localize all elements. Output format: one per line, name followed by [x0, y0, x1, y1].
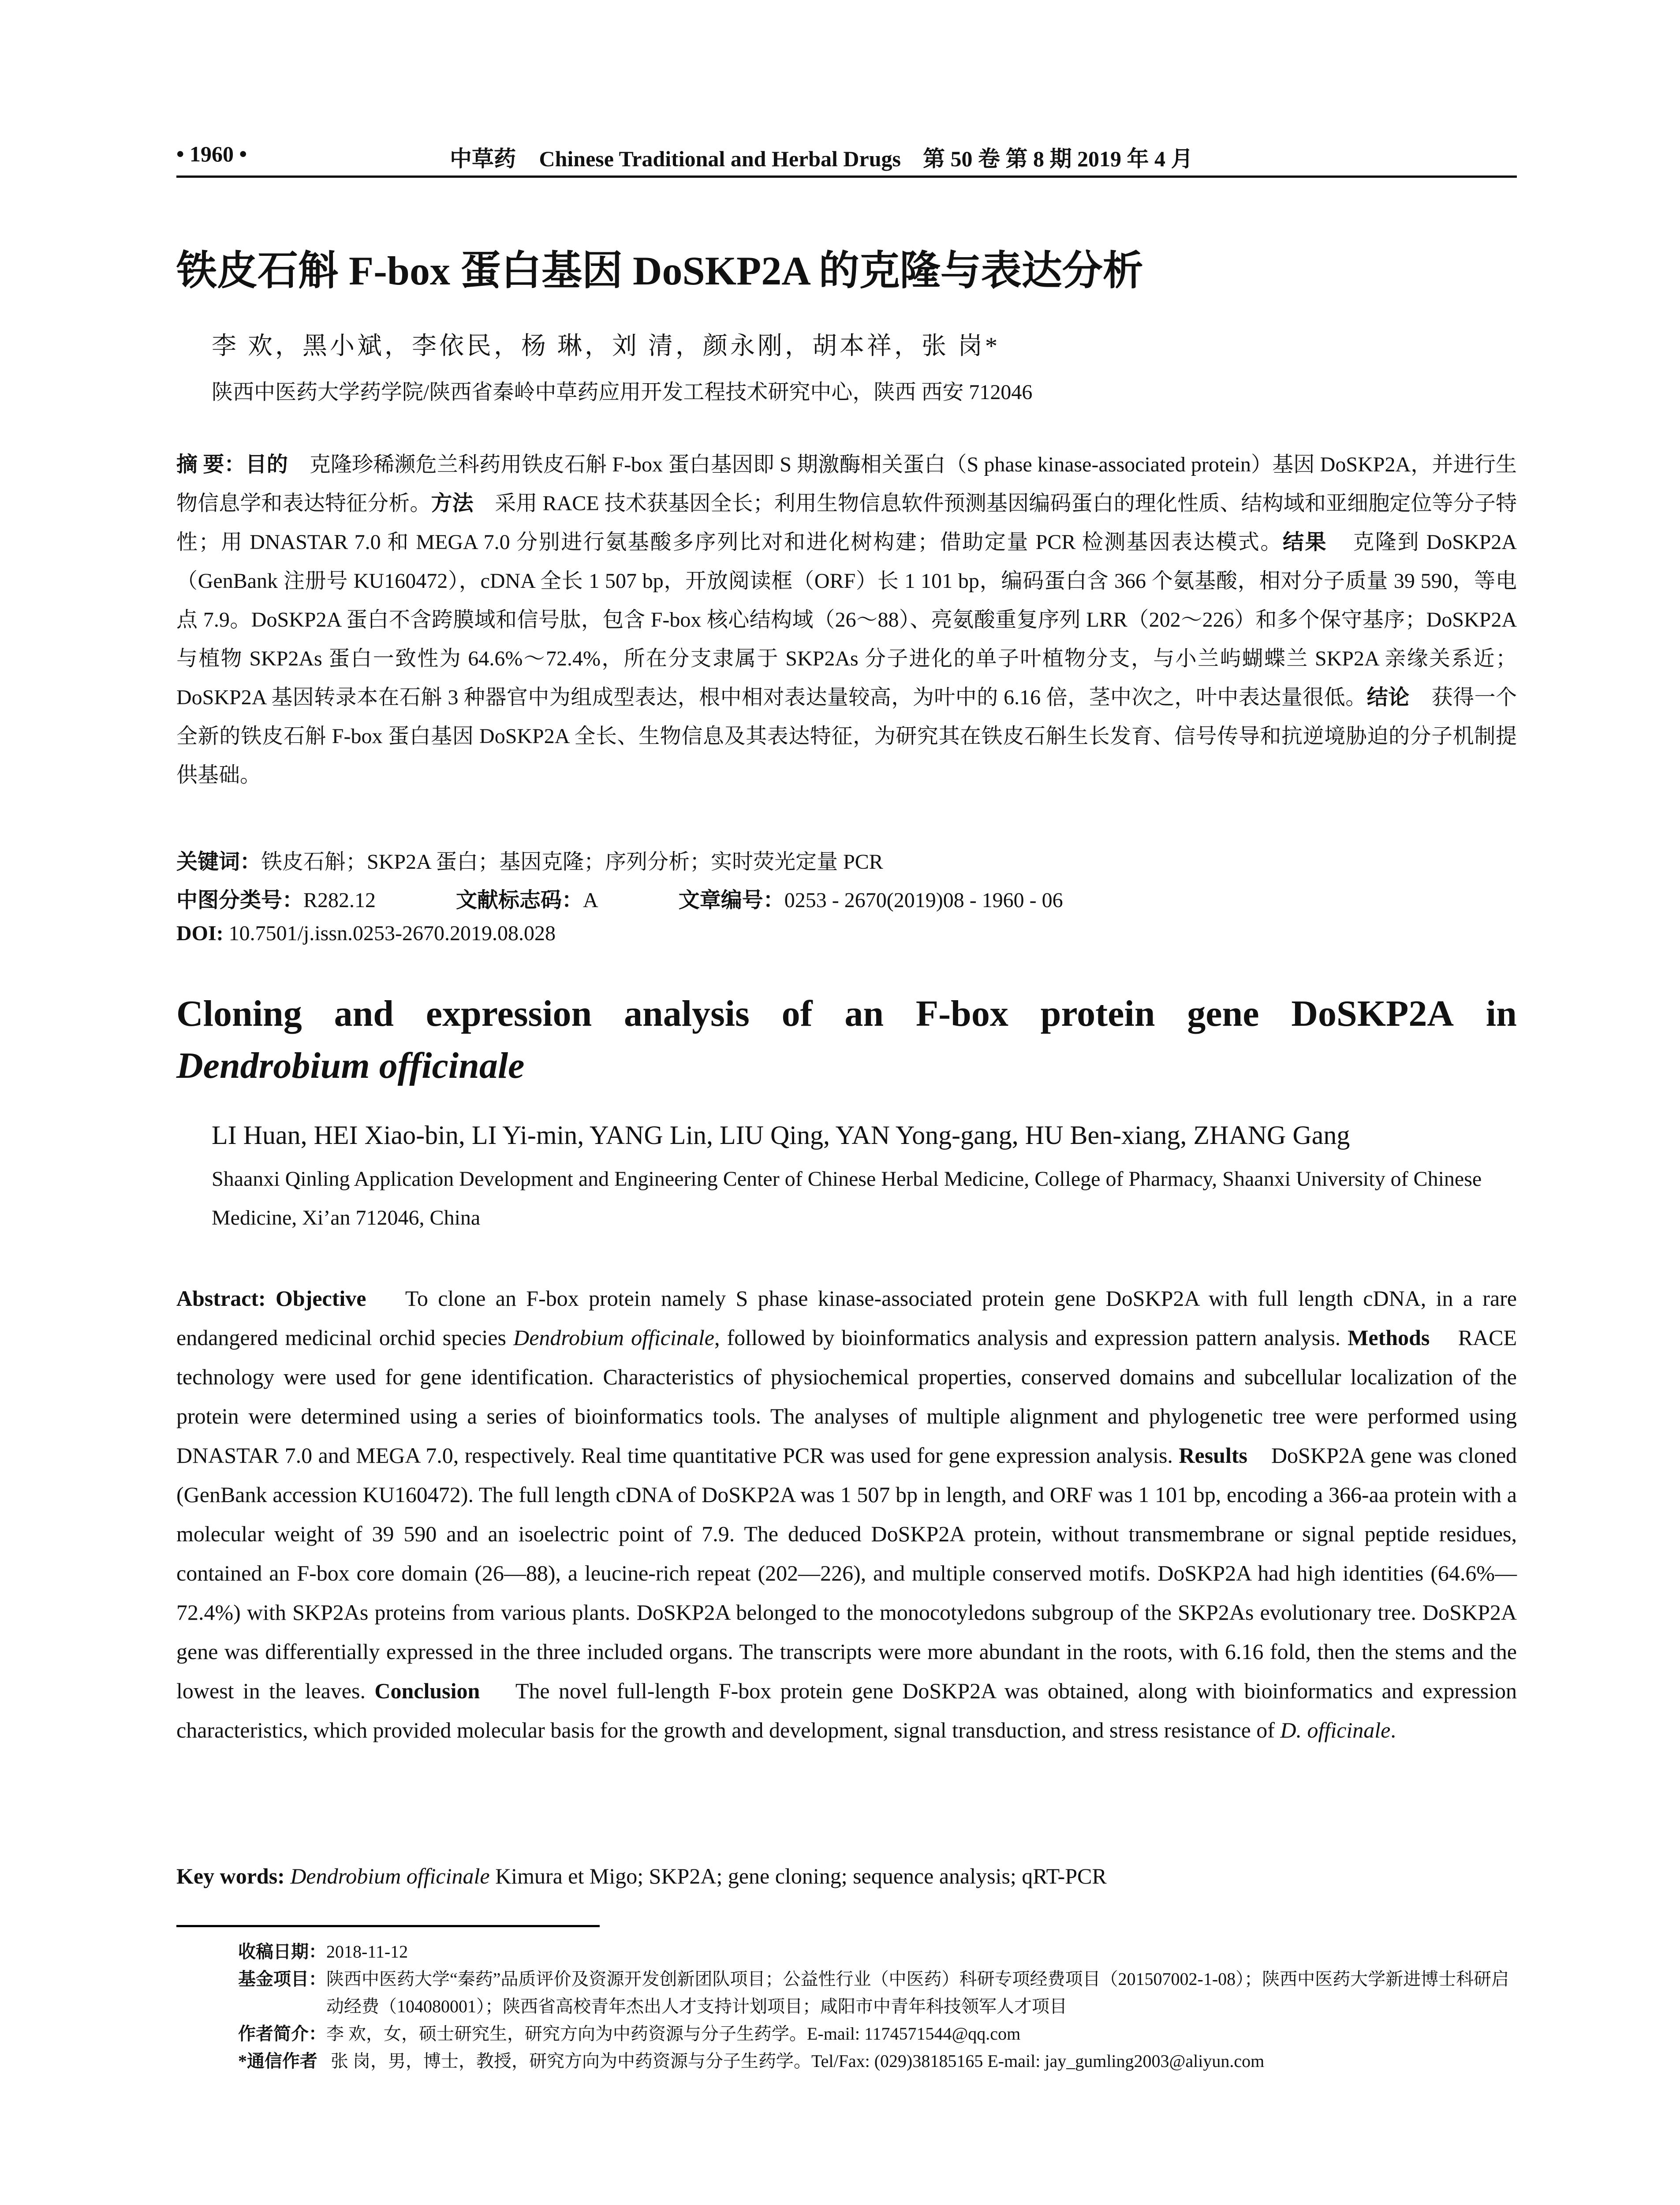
- title-cn: 铁皮石斛 F-box 蛋白基因 DoSKP2A 的克隆与表达分析: [176, 248, 1143, 293]
- title-en-line1: [176, 988, 1517, 1040]
- affiliation-cn: 陕西中医药大学药学院/陕西省秦岭中草药应用开发工程技术研究中心，陕西 西安 712046: [212, 381, 1033, 404]
- title-en: [176, 988, 1517, 1092]
- title-en-line2: Dendrobium officinale: [176, 1045, 525, 1086]
- keywords-species-en: Dendrobium officinale: [290, 1864, 490, 1888]
- title-en-word: in: [1486, 993, 1517, 1034]
- conclusion-text-en-b: .: [1390, 1718, 1396, 1742]
- results-label-en: Results: [1179, 1443, 1247, 1468]
- fund-label: 基金项目：: [238, 1969, 326, 1989]
- title-en-word: analysis: [624, 993, 750, 1034]
- article-no-value: 0253 - 2670(2019)08 - 1960 - 06: [784, 889, 1063, 912]
- received-date: 2018-11-12: [326, 1942, 408, 1962]
- objective-text-en-a: To clone an F-box protein namely S phase kinase-associated protein gene DoSKP2A with full length cDNA, in a rare endangered medicinal orchid species: [176, 1286, 1517, 1350]
- classification-line: [176, 883, 1517, 913]
- title-en-word: protein: [1040, 993, 1155, 1034]
- footnotes: [238, 1938, 1517, 2075]
- clc-value: R282.12: [303, 889, 376, 912]
- fund-text: 陕西中医药大学“秦药”品质评价及资源开发创新团队项目；公益性行业（中医药）科研专项经费项目（201507002-1-08）；陕西中医药大学新进博士科研启动经费（104080001）；陕西省高校青年杰出人才支持计划项目；咸阳市中青年科技领军人才项目: [326, 1969, 1509, 2016]
- objective-species-en: Dendrobium officinale: [513, 1325, 714, 1350]
- conclusion-species-en: D. officinale: [1280, 1718, 1391, 1742]
- title-en-word: expression: [426, 993, 592, 1034]
- received-label: 收稿日期：: [238, 1942, 326, 1962]
- title-en-word: of: [781, 993, 813, 1034]
- abstract-label-cn: 摘 要：: [176, 453, 246, 476]
- title-en-word: DoSKP2A: [1291, 993, 1454, 1034]
- methods-text-cn: 采用 RACE 技术获基因全长；利用生物信息软件预测基因编码蛋白的理化性质、结构域和亚细胞定位等分子特性；用 DNASTAR 7.0 和 MEGA 7.0 分别进行氨基酸多序列比对和进化树构建；借助定量 PCR 检测基因表达模式。: [176, 492, 1517, 554]
- methods-label-en: Methods: [1348, 1325, 1430, 1350]
- author-bio-text: 李 欢，女，硕士研究生，研究方向为中药资源与分子生药学。E-mail: 1174571544@qq.com: [326, 2024, 1021, 2044]
- corresponding-text: 张 岗，男，博士，教授，研究方向为中药资源与分子生药学。Tel/Fax: (029)38185165 E-mail: jay_gumling2003@aliyun.com: [331, 2051, 1265, 2071]
- conclusion-label-en: Conclusion: [374, 1678, 480, 1703]
- journal-name-en: Chinese Traditional and Herbal Drugs: [539, 146, 901, 171]
- keywords-en: [176, 1863, 1517, 1889]
- title-en-word: an: [844, 993, 884, 1034]
- header-rule: [176, 176, 1517, 178]
- journal-name-cn: 中草药: [450, 146, 516, 172]
- results-text-en: DoSKP2A gene was cloned (GenBank accession KU160472). The full length cDNA of DoSKP2A was 1 507 bp in length, and ORF was 1 101 bp, encoding a 366-aa protein with a molecular weight of 39 590 and an isoelectric point of 7.9. The deduced DoSKP2A protein, without transmembrane or signal peptide residues, contained an F-box core domain (26—88), a leucine-rich repeat (202—226), and multiple conserved motifs. DoSKP2A had high identities (64.6%—72.4%) with SKP2As proteins from various plants. DoSKP2A belonged to the monocotyledons subgroup of the SKP2As evolutionary tree. DoSKP2A gene was differentially expressed in the three included organs. The transcripts were more abundant in the roots, with 6.16 fold, then the stems and the lowest in the leaves.: [176, 1443, 1517, 1703]
- authors-en: LI Huan, HEI Xiao-bin, LI Yi-min, YANG Lin, LIU Qing, YAN Yong-gang, HU Ben-xiang, ZHANG Gang: [212, 1121, 1350, 1150]
- title-en-word: F-box: [915, 993, 1008, 1034]
- journal-issue: 第 50 卷 第 8 期 2019 年 4 月: [922, 146, 1193, 171]
- objective-text-en-b: , followed by bioinformatics analysis and expression pattern analysis.: [714, 1325, 1341, 1350]
- footnote-author: [238, 2020, 1517, 2048]
- doi-line: [176, 921, 1517, 946]
- results-label-cn: 结果: [1282, 531, 1328, 554]
- page-number: • 1960 •: [176, 142, 247, 166]
- title-en-word: and: [334, 993, 394, 1034]
- footnote-corresponding: [238, 2048, 1517, 2075]
- footnote-fund: [238, 1966, 1517, 2020]
- corresponding-label: *通信作者: [238, 2051, 317, 2071]
- keywords-cn: [176, 845, 1517, 875]
- title-en-word: gene: [1187, 993, 1259, 1034]
- objective-text-cn: 克隆珍稀濒危兰科药用铁皮石斛 F-box 蛋白基因即 S 期激酶相关蛋白（S phase kinase-associated protein）基因 DoSKP2A，并进行生物信息学和表达特征分析。: [176, 453, 1517, 515]
- footnote-rule: [176, 1925, 600, 1927]
- footnote-received: [238, 1938, 1517, 1966]
- clc-label: 中图分类号：: [176, 889, 304, 912]
- keywords-text-cn: 铁皮石斛；SKP2A 蛋白；基因克隆；序列分析；实时荧光定量 PCR: [261, 850, 883, 874]
- doi-label: DOI:: [176, 922, 224, 945]
- conclusion-text-cn: 获得一个全新的铁皮石斛 F-box 蛋白基因 DoSKP2A 全长、生物信息及其表达特征，为研究其在铁皮石斛生长发育、信号传导和抗逆境胁迫的分子机制提供基础。: [176, 686, 1517, 787]
- doccode-label: 文献标志码：: [456, 889, 583, 912]
- objective-label-cn: 目的: [245, 453, 288, 476]
- methods-text-en: RACE technology were used for gene identification. Characteristics of physiochemical properties, conserved domains and subcellular localization of the protein were determined using a series of bioinformatics tools. The analyses of multiple alignment and phylogenetic tree were performed using DNASTAR 7.0 and MEGA 7.0, respectively. Real time quantitative PCR was used for gene expression analysis.: [176, 1325, 1517, 1468]
- running-header: [176, 141, 1517, 176]
- conclusion-label-cn: 结论: [1366, 686, 1410, 709]
- affiliation-en: Shaanxi Qinling Application Development and Engineering Center of Chinese Herbal Medicine, College of Pharmacy, Shaanxi University of Chinese Medicine, Xi’an 712046, China: [212, 1167, 1482, 1230]
- article-no-label: 文章编号：: [678, 889, 784, 912]
- abstract-en: [176, 1279, 1517, 1750]
- keywords-text-en: Kimura et Migo; SKP2A; gene cloning; sequence analysis; qRT-PCR: [495, 1864, 1107, 1888]
- abstract-label-en: Abstract: Objective: [176, 1286, 366, 1311]
- keywords-label-en: Key words:: [176, 1864, 285, 1888]
- title-en-word: Cloning: [176, 993, 302, 1034]
- abstract-cn: [176, 445, 1517, 795]
- doi-link[interactable]: 10.7501/j.issn.0253-2670.2019.08.028: [228, 922, 556, 945]
- results-text-cn: 克隆到 DoSKP2A（GenBank 注册号 KU160472），cDNA 全长 1 507 bp，开放阅读框（ORF）长 1 101 bp，编码蛋白含 366 个氨基酸，相对分子质量 39 590，等电点 7.9。DoSKP2A 蛋白不含跨膜域和信号肽，包含 F-box 核心结构域（26～88）、亮氨酸重复序列 LRR（202～226）和多个保守基序；DoSKP2A 与植物 SKP2As 蛋白一致性为 64.6%～72.4%，所在分支隶属于 SKP2As 分子进化的单子叶植物分支，与小兰屿蝴蝶兰 SKP2A 亲缘关系近；DoSKP2A 基因转录本在石斛 3 种器官中为组成型表达，根中相对表达量较高，为叶中的 6.16 倍，茎中次之，叶中表达量很低。: [176, 531, 1517, 709]
- authors-cn: 李 欢，黑小斌，李依民，杨 琳，刘 清，颜永刚，胡本祥，张 岗*: [212, 333, 1000, 360]
- conclusion-text-en-a: The novel full-length F-box protein gene DoSKP2A was obtained, along with bioinformatics and expression characteristics, which provided molecular basis for the growth and development, signal transduction, and stress resistance of: [176, 1678, 1517, 1742]
- doccode-value: A: [583, 889, 598, 912]
- methods-label-cn: 方法: [431, 492, 474, 515]
- keywords-label-cn: 关键词：: [176, 850, 261, 874]
- author-bio-label: 作者简介：: [238, 2024, 326, 2044]
- journal-name: [450, 141, 1193, 173]
